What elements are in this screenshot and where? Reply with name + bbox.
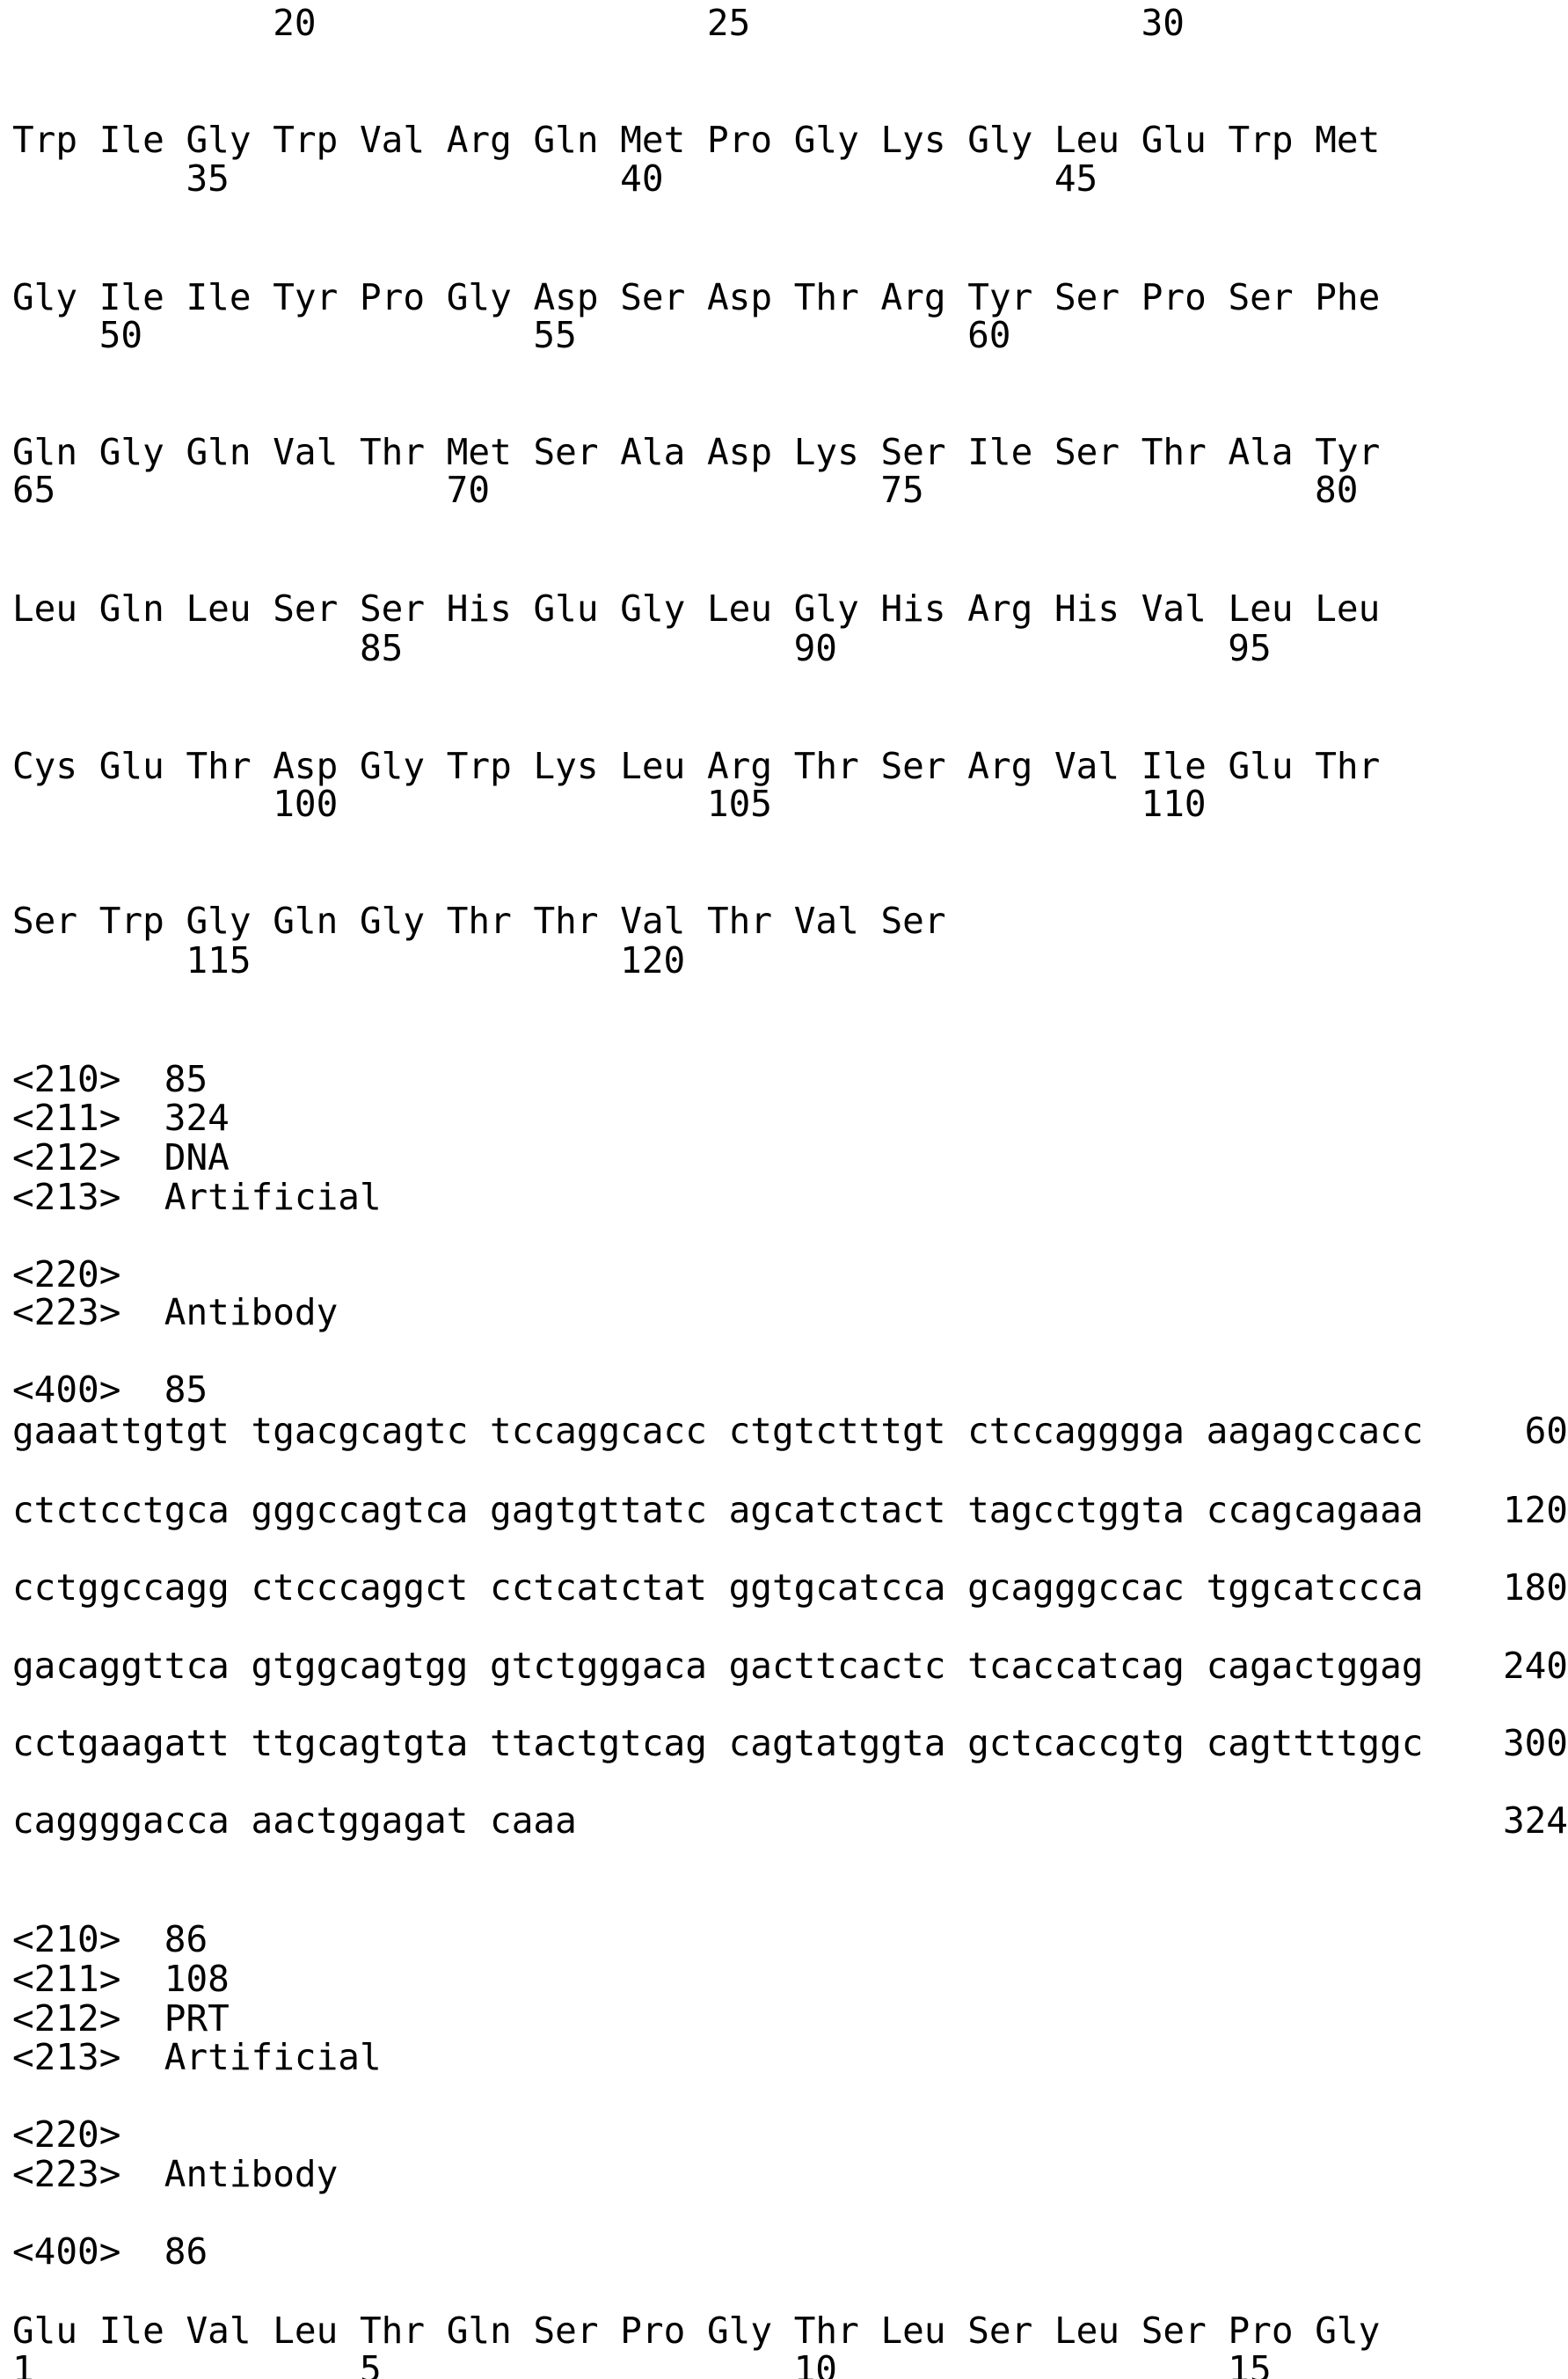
residue: Leu: [12, 587, 77, 630]
field-213: [12, 2038, 382, 2076]
residue: Trp: [12, 119, 77, 161]
field-223: [12, 1293, 338, 1332]
residue: Arg: [881, 276, 946, 318]
residue: Gly: [12, 276, 77, 318]
residue-number: 115: [186, 941, 251, 980]
field-value: 85: [164, 1058, 208, 1100]
residue: Thr: [360, 2310, 425, 2352]
residue: Gln: [12, 431, 77, 473]
residue: Gly: [1315, 2310, 1380, 2352]
residue: Leu: [1054, 2310, 1119, 2352]
residue: Thr: [1315, 745, 1380, 787]
residue-number: 90: [794, 629, 837, 668]
dna-bases: ctctcctgca gggccagtca gagtgttatc agcatctact tagcctggta ccagcagaaa: [12, 1489, 1423, 1531]
residue-number: 5: [360, 2350, 382, 2379]
residue: Glu: [99, 745, 164, 787]
field-tag: <211>: [12, 1959, 164, 1998]
residue: Met: [1315, 119, 1380, 161]
residue: Leu: [620, 745, 685, 787]
field-tag: <220>: [12, 1255, 164, 1294]
dna-line: [12, 1646, 1568, 1685]
residue: Ile: [99, 276, 164, 318]
field-tag: <210>: [12, 1920, 164, 1959]
residue: Ser: [1141, 2310, 1207, 2352]
dna-bases: gaaattgtgt tgacgcagtc tccaggcacc ctgtctttgt ctccagggga aagagccacc: [12, 1410, 1423, 1452]
residue: Ser: [534, 2310, 599, 2352]
residue: Thr: [186, 745, 252, 787]
residue: Pro: [1141, 276, 1207, 318]
residue: Pro: [1229, 2310, 1294, 2352]
residue: Ser: [620, 276, 685, 318]
residue: Ser: [1054, 431, 1119, 473]
dna-line: [12, 1568, 1568, 1607]
residue-number: 75: [880, 471, 923, 509]
residue: Ser: [534, 431, 599, 473]
residue: Gln: [447, 2310, 512, 2352]
residue: Ala: [1229, 431, 1294, 473]
residue-row: [12, 2311, 1380, 2350]
residue-number: 55: [533, 316, 576, 354]
residue: Ile: [967, 431, 1032, 473]
field-211: [12, 1098, 230, 1137]
residue: Met: [620, 119, 685, 161]
residue-number: 50: [99, 316, 142, 354]
dna-bases: cctgaagatt ttgcagtgta ttactgtcag cagtatggta gctcaccgtg cagttttggc: [12, 1722, 1423, 1764]
residue: Gly: [99, 431, 164, 473]
residue: Pro: [620, 2310, 685, 2352]
field-value: DNA: [164, 1136, 230, 1179]
residue: Gln: [534, 119, 599, 161]
field-value: Antibody: [164, 1291, 338, 1333]
residue: Arg: [967, 745, 1032, 787]
residue: Tyr: [1315, 431, 1380, 473]
residue: Glu: [534, 587, 599, 630]
base-count: 300: [1503, 1724, 1568, 1762]
base-count: 324: [1503, 1801, 1568, 1840]
dna-bases: cctggccagg ctcccaggct cctcatctat ggtgcatcca gcagggccac tggcatccca: [12, 1566, 1423, 1609]
residue: Lys: [881, 119, 946, 161]
residue-number: 25: [707, 4, 750, 42]
residue: Arg: [967, 587, 1032, 630]
residue: Ile: [1141, 745, 1207, 787]
field-210: [12, 1060, 208, 1098]
residue-number: 40: [620, 159, 663, 198]
residue: Trp: [99, 900, 164, 942]
residue: Phe: [1315, 276, 1380, 318]
residue: Ser: [1054, 276, 1119, 318]
residue: Gly: [620, 587, 685, 630]
residue-number: 70: [447, 471, 490, 509]
residue-number: 35: [186, 159, 229, 198]
field-210: [12, 1920, 208, 1959]
residue-row: [12, 120, 1380, 159]
residue: Trp: [273, 119, 338, 161]
residue-row: [12, 589, 1380, 628]
residue: Val: [620, 900, 685, 942]
residue: Val: [273, 431, 338, 473]
residue: Leu: [273, 2310, 338, 2352]
residue: Gln: [186, 431, 252, 473]
residue-number: 105: [707, 784, 772, 823]
residue: His: [447, 587, 512, 630]
residue: Glu: [1229, 745, 1294, 787]
residue: Gly: [707, 2310, 772, 2352]
residue: Ile: [99, 2310, 164, 2352]
residue-number: 20: [273, 4, 316, 42]
residue-number: 120: [620, 941, 685, 980]
residue: Ala: [620, 431, 685, 473]
residue: Thr: [794, 745, 859, 787]
field-value: Artificial: [164, 1176, 382, 1218]
residue: Met: [447, 431, 512, 473]
dna-line: [12, 1412, 1568, 1450]
base-count: 240: [1503, 1646, 1568, 1685]
residue: Asp: [534, 276, 599, 318]
residue: Arg: [447, 119, 512, 161]
residue: Leu: [881, 2310, 946, 2352]
residue: Leu: [1054, 119, 1119, 161]
field-tag: <210>: [12, 1060, 164, 1098]
residue: Gly: [186, 900, 252, 942]
residue: Trp: [447, 745, 512, 787]
dna-line: [12, 1801, 1568, 1840]
residue: Ser: [881, 900, 946, 942]
residue: Ile: [186, 276, 252, 318]
residue: Trp: [1229, 119, 1294, 161]
residue: Pro: [707, 119, 772, 161]
residue: Val: [794, 900, 859, 942]
residue-number: 15: [1228, 2350, 1271, 2379]
residue: Gln: [273, 900, 338, 942]
residue-number: 45: [1054, 159, 1098, 198]
residue: Thr: [794, 2310, 859, 2352]
field-value: 85: [164, 1368, 208, 1411]
residue: Glu: [12, 2310, 77, 2352]
field-tag: <223>: [12, 1293, 164, 1332]
residue-number: 110: [1141, 784, 1207, 823]
residue-number: 10: [794, 2350, 837, 2379]
field-tag: <213>: [12, 2038, 164, 2076]
base-count: 60: [1525, 1412, 1568, 1450]
field-213: [12, 1178, 382, 1216]
residue: Gly: [794, 587, 859, 630]
field-value: 86: [164, 2230, 208, 2273]
residue: Tyr: [967, 276, 1032, 318]
field-value: 86: [164, 1918, 208, 1960]
residue: Leu: [707, 587, 772, 630]
residue: Glu: [1141, 119, 1207, 161]
residue: Thr: [794, 276, 859, 318]
residue: Asp: [707, 431, 772, 473]
residue: Ser: [1229, 276, 1294, 318]
residue: Asp: [707, 276, 772, 318]
field-220: [12, 1255, 164, 1294]
residue: Lys: [794, 431, 859, 473]
residue: Ser: [360, 587, 425, 630]
field-tag: <223>: [12, 2155, 164, 2193]
residue-row: [12, 433, 1380, 471]
residue-row: [12, 747, 1380, 785]
residue: Ile: [99, 119, 164, 161]
residue: Tyr: [273, 276, 338, 318]
field-tag: <220>: [12, 2115, 164, 2154]
sequence-listing-page: [0, 0, 1568, 2379]
dna-bases: caggggacca aactggagat caaa: [12, 1799, 577, 1842]
residue: Thr: [360, 431, 425, 473]
residue-number: 100: [273, 784, 338, 823]
residue: Val: [360, 119, 425, 161]
residue: Ser: [881, 745, 946, 787]
residue: Val: [186, 2310, 252, 2352]
residue-row: [12, 901, 946, 940]
field-212: [12, 1138, 230, 1177]
residue: His: [881, 587, 946, 630]
field-tag: <400>: [12, 2232, 164, 2271]
dna-bases: gacaggttca gtggcagtgg gtctgggaca gacttcactc tcaccatcag cagactggag: [12, 1645, 1423, 1687]
residue: Ser: [967, 2310, 1032, 2352]
residue-number: 65: [12, 471, 55, 509]
residue-row: [12, 278, 1380, 317]
field-212: [12, 1999, 230, 2038]
field-400: [12, 2232, 208, 2271]
base-count: 120: [1503, 1491, 1568, 1529]
residue: Gly: [360, 745, 425, 787]
residue: Gly: [967, 119, 1032, 161]
residue: His: [1054, 587, 1119, 630]
residue-number: 80: [1315, 471, 1358, 509]
residue-number: 1: [12, 2350, 34, 2379]
residue: Pro: [360, 276, 425, 318]
residue-number: 95: [1228, 629, 1271, 668]
residue: Thr: [707, 900, 772, 942]
field-223: [12, 2155, 338, 2193]
residue: Thr: [1141, 431, 1207, 473]
residue: Thr: [534, 900, 599, 942]
field-value: PRT: [164, 1997, 230, 2040]
field-value: Antibody: [164, 2153, 338, 2195]
field-tag: <212>: [12, 1999, 164, 2038]
residue: Gly: [447, 276, 512, 318]
field-value: 324: [164, 1097, 230, 1139]
residue: Ser: [273, 587, 338, 630]
residue-number: 30: [1141, 4, 1185, 42]
field-400: [12, 1370, 208, 1409]
field-220: [12, 2115, 164, 2154]
residue: Gln: [99, 587, 164, 630]
residue: Gly: [186, 119, 252, 161]
field-tag: <213>: [12, 1178, 164, 1216]
residue-number: 85: [360, 629, 403, 668]
base-count: 180: [1503, 1568, 1568, 1607]
residue: Cys: [12, 745, 77, 787]
residue: Leu: [1229, 587, 1294, 630]
residue: Arg: [707, 745, 772, 787]
residue: Thr: [447, 900, 512, 942]
field-tag: <212>: [12, 1138, 164, 1177]
residue: Lys: [534, 745, 599, 787]
residue: Val: [1141, 587, 1207, 630]
field-tag: <211>: [12, 1098, 164, 1137]
field-211: [12, 1959, 230, 1998]
field-value: 108: [164, 1958, 230, 2000]
field-tag: <400>: [12, 1370, 164, 1409]
dna-line: [12, 1724, 1568, 1762]
dna-line: [12, 1491, 1568, 1529]
residue: Ser: [12, 900, 77, 942]
residue: Val: [1054, 745, 1119, 787]
residue: Ser: [881, 431, 946, 473]
residue: Gly: [360, 900, 425, 942]
field-value: Artificial: [164, 2036, 382, 2078]
residue: Leu: [1315, 587, 1380, 630]
residue: Leu: [186, 587, 252, 630]
residue: Asp: [273, 745, 338, 787]
residue-number: 60: [967, 316, 1010, 354]
residue: Gly: [794, 119, 859, 161]
